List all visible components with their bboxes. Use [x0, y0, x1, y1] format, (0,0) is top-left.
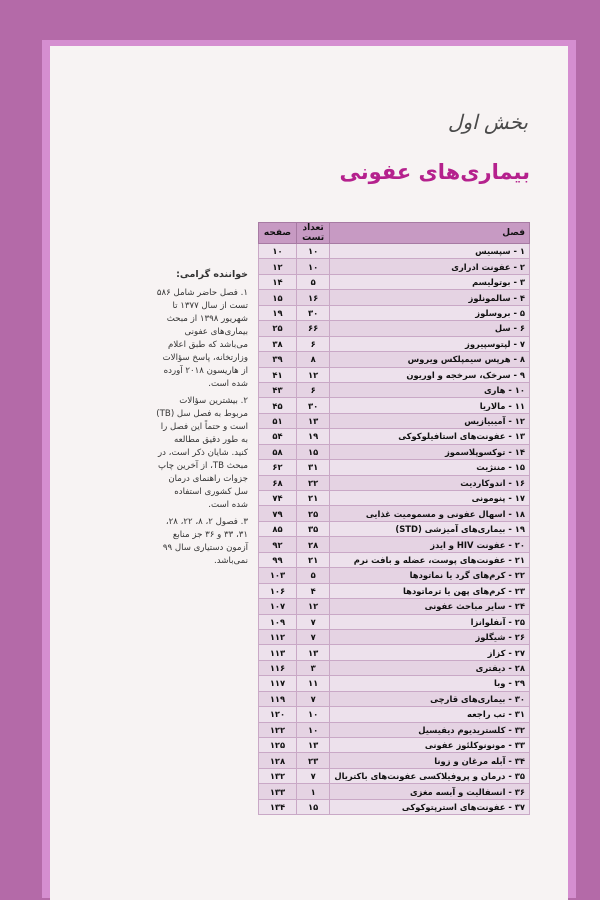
- table-row: [259, 552, 530, 567]
- chapter-cell: ۳۷ - عفونت‌های استرپتوکوکی: [330, 799, 530, 814]
- test-count-cell: ۱۰: [296, 707, 329, 722]
- test-count-cell: ۱۰: [296, 722, 329, 737]
- chapter-cell: ۶ - سل: [330, 321, 530, 336]
- reader-note: [156, 268, 248, 572]
- chapter-cell: ۷ - لپتوسپیروز: [330, 336, 530, 351]
- table-row: [259, 305, 530, 320]
- table-row: [259, 460, 530, 475]
- test-count-cell: ۱: [296, 784, 329, 799]
- page-cell: ۱۱۷: [259, 676, 297, 691]
- test-count-cell: ۷: [296, 768, 329, 783]
- test-count-cell: ۳۱: [296, 460, 329, 475]
- table-row: [259, 475, 530, 490]
- test-count-cell: ۶۶: [296, 321, 329, 336]
- page-cell: ۱۲۲: [259, 722, 297, 737]
- table-row: [259, 382, 530, 397]
- table-row: [259, 568, 530, 583]
- test-count-cell: ۱۳: [296, 413, 329, 428]
- test-count-cell: ۵: [296, 568, 329, 583]
- test-count-cell: ۱۹: [296, 429, 329, 444]
- test-count-cell: ۲۸: [296, 537, 329, 552]
- test-count-cell: ۷: [296, 629, 329, 644]
- reader-note-item: ۳. فصول ۲، ۸، ۲۲، ۲۸، ۳۱، ۳۳ و ۳۶ جز منابع آزمون دستیاری سال ۹۹ نمی‌باشد.: [162, 517, 248, 566]
- table-row: [259, 537, 530, 552]
- test-count-cell: ۲۲: [296, 475, 329, 490]
- page-cell: ۸۵: [259, 521, 297, 536]
- test-count-cell: ۱۰: [296, 244, 329, 259]
- page-cell: ۴۳: [259, 382, 297, 397]
- test-count-cell: ۲۳: [296, 753, 329, 768]
- chapter-cell: ۲۸ - دیفتری: [330, 660, 530, 675]
- table-row: [259, 784, 530, 799]
- test-count-cell: ۲۱: [296, 491, 329, 506]
- chapter-cell: ۲ - عفونت ادراری: [330, 259, 530, 274]
- page-cell: ۱۱۶: [259, 660, 297, 675]
- chapter-cell: ۱۶ - اندوکاردیت: [330, 475, 530, 490]
- chapter-cell: ۲۰ - عفونت HIV و ایدز: [330, 537, 530, 552]
- table-row: [259, 799, 530, 814]
- chapter-cell: ۲۵ - آنفلوانزا: [330, 614, 530, 629]
- page-cell: ۱۴: [259, 274, 297, 289]
- chapter-cell: ۱۲ - آمیبیازیس: [330, 413, 530, 428]
- test-count-cell: ۷: [296, 614, 329, 629]
- chapter-cell: ۱ - سپسیس: [330, 244, 530, 259]
- table-row: [259, 274, 530, 289]
- header-chapter: فصل: [330, 223, 530, 244]
- chapter-cell: ۱۹ - بیماری‌های آمیزشی (STD): [330, 521, 530, 536]
- test-count-cell: ۱۳: [296, 645, 329, 660]
- chapter-cell: ۳ - بوتولیسم: [330, 274, 530, 289]
- chapter-cell: ۱۵ - مننژیت: [330, 460, 530, 475]
- table-row: [259, 676, 530, 691]
- table-row: [259, 614, 530, 629]
- table-row: [259, 491, 530, 506]
- page-cell: ۱۰۷: [259, 599, 297, 614]
- test-count-cell: ۵: [296, 274, 329, 289]
- table-row: [259, 398, 530, 413]
- chapter-cell: ۴ - سالمونلوز: [330, 290, 530, 305]
- chapter-cell: ۱۰ - هاری: [330, 382, 530, 397]
- page-cell: ۱۱۹: [259, 691, 297, 706]
- page-cell: ۱۰: [259, 244, 297, 259]
- chapter-cell: ۸ - هرپس سیمپلکس ویروس: [330, 352, 530, 367]
- chapter-cell: ۳۴ - آبله مرغان و زونا: [330, 753, 530, 768]
- page-cell: ۱۲۰: [259, 707, 297, 722]
- page-cell: ۱۱۳: [259, 645, 297, 660]
- reader-note-item: ۱. فصل حاضر شامل ۵۸۶ تست از سال ۱۳۷۷ تا شهریور ۱۳۹۸ از مبحث بیماری‌های عفونی می‌باشد که طبق اعلام وزارتخانه، پاسخ سؤالات از هاریسون ۲۰۱۸ آورده شده است.: [156, 288, 248, 389]
- table-row: [259, 629, 530, 644]
- page-cell: ۵۴: [259, 429, 297, 444]
- table-row: [259, 444, 530, 459]
- test-count-cell: ۱۲: [296, 599, 329, 614]
- table-row: [259, 645, 530, 660]
- chapter-cell: ۳۳ - مونونوکلئوز عفونی: [330, 738, 530, 753]
- chapter-cell: ۳۲ - کلستریدیوم دیفیسیل: [330, 722, 530, 737]
- chapter-cell: ۱۷ - پنومونی: [330, 491, 530, 506]
- page-cell: ۱۰۶: [259, 583, 297, 598]
- page-cell: ۹۹: [259, 552, 297, 567]
- page-cell: ۶۲: [259, 460, 297, 475]
- reader-note-item: ۲. بیشترین سؤالات مربوط به فصل سل (TB) است و حتماً این فصل را به طور دقیق مطالعه کنید. شایان ذکر است، در مبحث TB، از آخرین چاپ جزوات راهنمای درمان سل کشوری استفاده شده است.: [156, 396, 248, 510]
- page-cell: ۱۵: [259, 290, 297, 305]
- page-cell: ۱۰۳: [259, 568, 297, 583]
- page-cell: ۳۹: [259, 352, 297, 367]
- test-count-cell: ۷: [296, 691, 329, 706]
- table-row: [259, 429, 530, 444]
- test-count-cell: ۲۵: [296, 506, 329, 521]
- page-cell: ۱۲۵: [259, 738, 297, 753]
- test-count-cell: ۱۵: [296, 799, 329, 814]
- chapter-cell: ۲۶ - شیگلوز: [330, 629, 530, 644]
- table-row: [259, 599, 530, 614]
- page-cell: ۲۵: [259, 321, 297, 336]
- page-cell: ۱۲۸: [259, 753, 297, 768]
- page-cell: ۹۲: [259, 537, 297, 552]
- table-row: [259, 722, 530, 737]
- table-row: [259, 413, 530, 428]
- test-count-cell: ۶: [296, 382, 329, 397]
- table-row: [259, 290, 530, 305]
- table-row: [259, 352, 530, 367]
- page-cell: ۱۱۲: [259, 629, 297, 644]
- table-row: [259, 583, 530, 598]
- table-row: [259, 768, 530, 783]
- test-count-cell: ۳۵: [296, 521, 329, 536]
- test-count-cell: ۱۵: [296, 444, 329, 459]
- page-cell: ۳۸: [259, 336, 297, 351]
- chapter-cell: ۵ - بروسلوز: [330, 305, 530, 320]
- page-cell: ۱۳۴: [259, 799, 297, 814]
- test-count-cell: ۱۱: [296, 676, 329, 691]
- chapter-cell: ۳۶ - انسفالیت و آبسه مغزی: [330, 784, 530, 799]
- header-page: صفحه: [259, 223, 297, 244]
- chapter-cell: ۲۲ - کرم‌های گرد یا نماتودها: [330, 568, 530, 583]
- table-header-row: [259, 223, 530, 244]
- chapter-cell: ۳۵ - درمان و پروفیلاکسی عفونت‌های باکتریال: [330, 768, 530, 783]
- chapter-cell: ۱۴ - توکسوپلاسموز: [330, 444, 530, 459]
- table-row: [259, 660, 530, 675]
- table-row: [259, 336, 530, 351]
- table-row: [259, 244, 530, 259]
- chapter-cell: ۲۹ - وبا: [330, 676, 530, 691]
- table-row: [259, 321, 530, 336]
- chapter-cell: ۲۷ - کزاز: [330, 645, 530, 660]
- contents-table: [258, 222, 530, 815]
- page-cell: ۱۹: [259, 305, 297, 320]
- page-cell: ۴۱: [259, 367, 297, 382]
- chapter-cell: ۳۰ - بیماری‌های قارچی: [330, 691, 530, 706]
- test-count-cell: ۳۰: [296, 398, 329, 413]
- table-row: [259, 738, 530, 753]
- chapter-cell: ۱۳ - عفونت‌های استافیلوکوکی: [330, 429, 530, 444]
- test-count-cell: ۱۳: [296, 738, 329, 753]
- page-cell: ۱۲: [259, 259, 297, 274]
- test-count-cell: ۸: [296, 352, 329, 367]
- chapter-cell: ۱۸ - اسهال عفونی و مسمومیت غذایی: [330, 506, 530, 521]
- chapter-cell: ۲۴ - سایر مباحث عفونی: [330, 599, 530, 614]
- page-cell: ۱۳۲: [259, 768, 297, 783]
- page-cell: ۵۱: [259, 413, 297, 428]
- table-row: [259, 367, 530, 382]
- chapter-title: بیماری‌های عفونی: [339, 160, 530, 184]
- chapter-cell: ۱۱ - مالاریا: [330, 398, 530, 413]
- chapter-cell: ۳۱ - تب راجعه: [330, 707, 530, 722]
- test-count-cell: ۳۰: [296, 305, 329, 320]
- chapter-cell: ۲۳ - کرم‌های پهن یا ترماتودها: [330, 583, 530, 598]
- table-row: [259, 259, 530, 274]
- chapter-cell: ۲۱ - عفونت‌های پوست، عضله و بافت نرم: [330, 552, 530, 567]
- table-row: [259, 506, 530, 521]
- test-count-cell: ۶: [296, 336, 329, 351]
- test-count-cell: ۱۲: [296, 367, 329, 382]
- page-cell: ۱۳۳: [259, 784, 297, 799]
- test-count-cell: ۲۱: [296, 552, 329, 567]
- test-count-cell: ۳: [296, 660, 329, 675]
- reader-note-heading: خواننده گرامی:: [176, 269, 248, 280]
- header-test-count: تعداد تست: [296, 223, 329, 244]
- table-row: [259, 707, 530, 722]
- chapter-cell: ۹ - سرخک، سرخجه و اوریون: [330, 367, 530, 382]
- test-count-cell: ۱۰: [296, 259, 329, 274]
- table-row: [259, 691, 530, 706]
- table-row: [259, 521, 530, 536]
- page-cell: ۴۵: [259, 398, 297, 413]
- page-cell: ۷۹: [259, 506, 297, 521]
- test-count-cell: ۴: [296, 583, 329, 598]
- page-cell: ۵۸: [259, 444, 297, 459]
- table-row: [259, 753, 530, 768]
- test-count-cell: ۱۶: [296, 290, 329, 305]
- page-cell: ۱۰۹: [259, 614, 297, 629]
- page-cell: ۶۸: [259, 475, 297, 490]
- section-heading: بخش اول: [447, 110, 528, 134]
- page-cell: ۷۴: [259, 491, 297, 506]
